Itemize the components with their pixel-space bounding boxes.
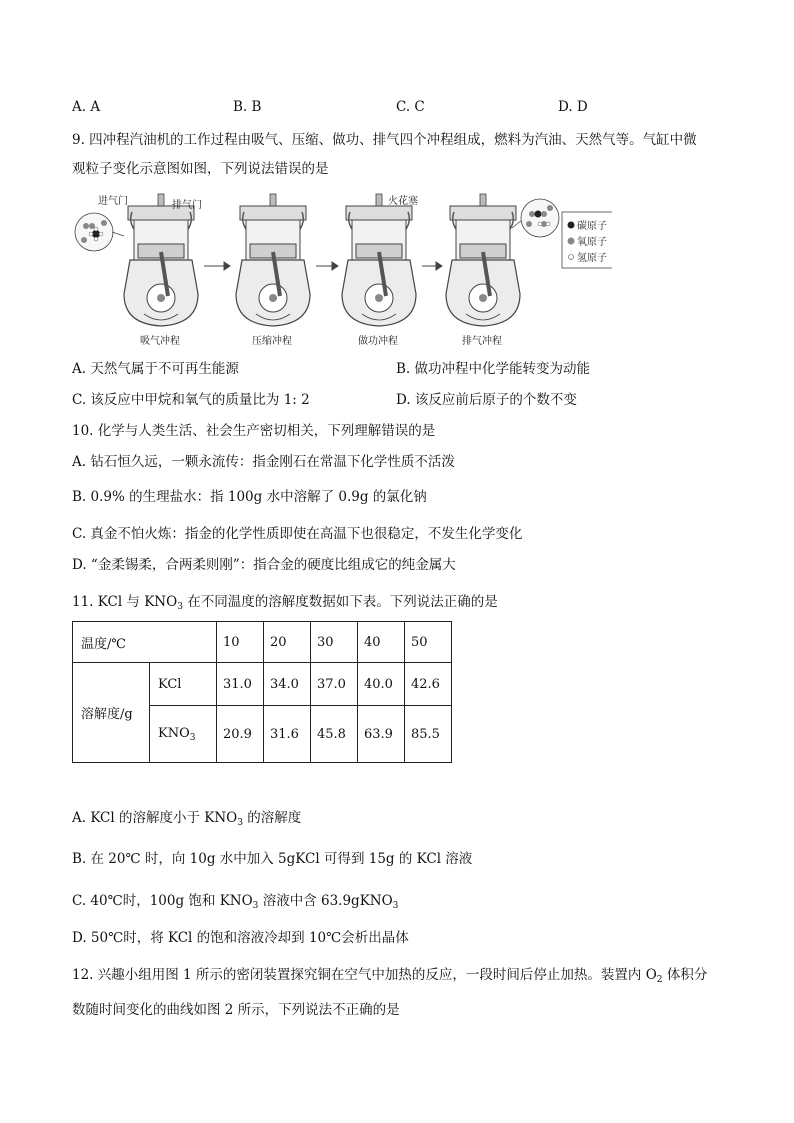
q9-option-d: D. 该反应前后原子的个数不变 (396, 392, 577, 408)
kno3-name-cell: $KNO_3$ (150, 706, 217, 763)
q11-option-b: B. 在 20℃ 时，向 10g 水中加入 5gKCl 可得到 15g 的 KCl 溶液 (72, 851, 473, 867)
q10-option-c: C. 真金不怕火炼：指金的化学性质即使在高温下也很稳定，不发生化学变化 (72, 526, 523, 542)
intake-valve-label: 进气门 (98, 196, 128, 207)
q9-option-a: A. 天然气属于不可再生能源 (72, 361, 239, 377)
kcl-value-cell: 40.0 (358, 663, 405, 706)
kcl-value-cell: 34.0 (264, 663, 311, 706)
q9-option-c: C. 该反应中甲烷和氧气的质量比为 1: 2 (72, 392, 310, 408)
kcl-value-cell: 31.0 (217, 663, 264, 706)
prev-option-b: B. B (233, 99, 262, 115)
kcl-value-cell: 42.6 (405, 663, 452, 706)
engine-exhaust-diagram (446, 194, 520, 326)
engine-intake-diagram (124, 194, 198, 326)
q11-option-c: C. 40℃时，100g 饱和 $KNO_3$ 溶液中含 63.9gKNO$_3$ (72, 893, 399, 911)
q10-option-d: D. “金柔锡柔，合两柔则刚”：指合金的硬度比组成它的纯金属大 (72, 557, 456, 573)
q11-option-a: A. KCl 的溶解度小于 $KNO_3$ 的溶解度 (72, 810, 302, 828)
q9-stem-line1: 9. 四冲程汽油机的工作过程由吸气、压缩、做功、排气四个冲程组成，燃料为汽油、天然气等。气缸中微 (72, 132, 697, 148)
engine-compression-diagram (236, 194, 310, 326)
prev-option-d: D. D (558, 99, 588, 115)
legend-oxygen-label: 氧原子 (577, 237, 607, 248)
stroke-label-exhaust: 排气冲程 (462, 336, 502, 347)
temp-cell: 10 (217, 622, 264, 663)
kcl-name-cell: KCl (150, 663, 217, 706)
q12-stem-line2: 数随时间变化的曲线如图 2 所示，下列说法不正确的是 (72, 1002, 400, 1018)
q9-option-b: B. 做功冲程中化学能转变为动能 (396, 361, 591, 377)
temp-cell: 50 (405, 622, 452, 663)
prev-option-a: A. A (72, 99, 101, 115)
kno3-value-cell: 63.9 (358, 706, 405, 763)
spark-plug-label: 火花塞 (388, 196, 418, 207)
oxygen-atom-icon (568, 238, 575, 245)
legend-hydrogen-label: 氢原子 (577, 253, 607, 264)
exhaust-valve-label: 排气门 (172, 200, 202, 211)
q10-stem: 10. 化学与人类生活、社会生产密切相关，下列理解错误的是 (72, 423, 436, 439)
atom-legend (562, 212, 612, 268)
hydrogen-atom-icon (569, 255, 574, 260)
legend-carbon-label: 碳原子 (577, 221, 607, 232)
kno3-value-cell: 20.9 (217, 706, 264, 763)
kno3-value-cell: 85.5 (405, 706, 452, 763)
temp-cell: 40 (358, 622, 405, 663)
prev-option-c: C. C (396, 99, 425, 115)
carbon-atom-icon (568, 222, 575, 229)
q12-stem-line1: 12. 兴趣小组用图 1 所示的密闭装置探究铜在空气中加热的反应，一段时间后停止加热。装置内 $O_2$ 体积分 (72, 967, 708, 985)
kcl-value-cell: 37.0 (311, 663, 358, 706)
solubility-table (72, 621, 452, 763)
temp-header-cell: 温度/℃ (73, 622, 217, 663)
q10-option-a: A. 钻石恒久远，一颗永流传：指金刚石在常温下化学性质不活泼 (72, 454, 455, 470)
engine-power-diagram (342, 194, 416, 326)
stroke-label-compression: 压缩冲程 (252, 336, 292, 347)
q11-stem: 11. KCl 与 $KNO_3$ 在不同温度的溶解度数据如下表。下列说法正确的是 (72, 594, 498, 612)
kno3-value-cell: 45.8 (311, 706, 358, 763)
stroke-label-power: 做功冲程 (358, 336, 398, 347)
solubility-label-cell: 溶解度/g (73, 663, 150, 763)
temp-cell: 30 (311, 622, 358, 663)
kno3-value-cell: 31.6 (264, 706, 311, 763)
q9-stem-line2: 观粒子变化示意图如图，下列说法错误的是 (72, 161, 329, 177)
engine-stroke-figure (72, 188, 612, 348)
stroke-label-intake: 吸气冲程 (140, 336, 180, 347)
q11-option-d: D. 50℃时，将 KCl 的饱和溶液冷却到 10℃会析出晶体 (72, 930, 409, 946)
exhaust-molecules-icon (512, 199, 559, 237)
intake-molecules-icon (75, 213, 124, 251)
q10-option-b: B. 0.9% 的生理盐水：指 100g 水中溶解了 0.9g 的氯化钠 (72, 489, 427, 505)
temp-cell: 20 (264, 622, 311, 663)
